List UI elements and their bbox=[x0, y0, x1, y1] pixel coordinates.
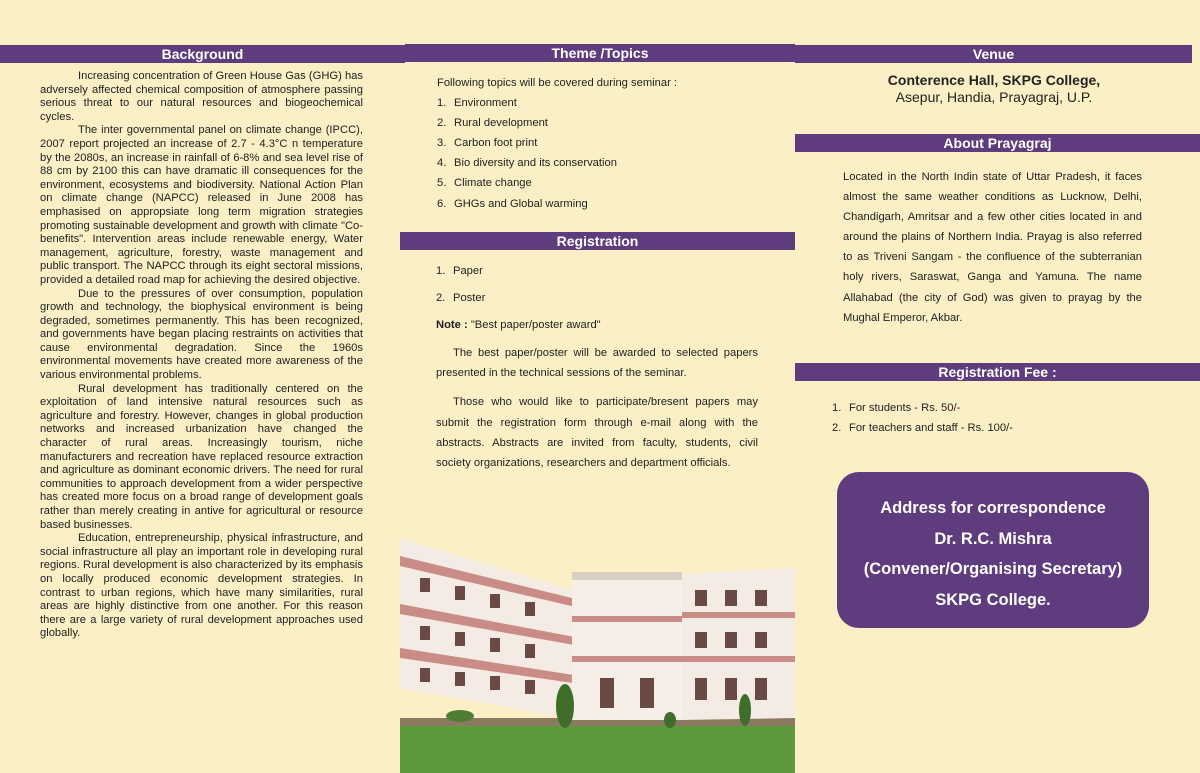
list-item: 5. Climate change bbox=[437, 177, 532, 190]
list-item: 1. Environment bbox=[437, 97, 517, 110]
background-paragraph-4: Rural development has traditionally centered on the exploitation of land intensive natural resources such as agriculture and forestry. However, changes in global production networks and increased urbanization have changed the character of rural areas. Increasingly tourism, niche manufacturers and recreation have replaced resource extraction and agriculture as dominant economic drivers. The need for rural communities to approach development from a wider perspective has created more focus on a broad range of development goals rather than merely creating in antive for agricultural or resource based businesses. bbox=[40, 382, 363, 531]
registration-section bbox=[436, 261, 758, 474]
college-building-photo bbox=[400, 538, 795, 773]
venue-address: Asepur, Handia, Prayagraj, U.P. bbox=[895, 89, 1093, 105]
list-item: 2. Poster bbox=[436, 291, 486, 304]
registration-award-text: The best paper/poster will be awarded to selected papers presented in the technical sessions of the seminar. bbox=[436, 346, 758, 380]
background-heading: Background bbox=[0, 45, 405, 63]
theme-section bbox=[437, 73, 777, 214]
registration-note: Note : "Best paper/poster award" bbox=[436, 318, 601, 331]
list-item: 1. For students - Rs. 50/- bbox=[832, 402, 961, 414]
fee-list bbox=[832, 398, 1013, 438]
background-paragraph-1: Increasing concentration of Green House Gas (GHG) has adversely affected chemical composition of atmosphere passing serious threat to our natural resources and biogeochemical cycles. bbox=[40, 70, 363, 123]
topic-list bbox=[437, 93, 777, 214]
correspondence-box bbox=[837, 472, 1149, 628]
list-item: 3. Carbon foot print bbox=[437, 137, 538, 150]
registration-heading: Registration bbox=[400, 232, 795, 250]
background-paragraph-3: Due to the pressures of over consumption, population growth and technology, the biophysical environment is being degraded, sometimes permanently. This has been recognized, and governments have began placing restraints on activities that cause environmental degradation. Since the 1960s environmental movements have created more awareness of the various environmental problems. bbox=[40, 287, 363, 382]
background-paragraph-5: Education, entrepreneurship, physical infrastructure, and social infrastructure all play an important role in developing rural regions. Rural development is also characterized by its emphasis on locally produced economic development strategies. In contrast to urban regions, which have many similarities, rural areas are highly distinctive from one another. For this reason there are a large variety of rural development approaches used globally. bbox=[40, 532, 363, 640]
venue-heading: Venue bbox=[795, 45, 1192, 63]
list-item: 2. For teachers and staff - Rs. 100/- bbox=[832, 422, 1013, 434]
background-section bbox=[40, 70, 363, 641]
list-item: 4. Bio diversity and its conservation bbox=[437, 157, 617, 170]
registration-submit-text: Those who would like to participate/bresent papers may submit the registration form through e-mail along with the abstracts. Abstracts are invited from faculty, students, civil society organizations, researchers and department officials. bbox=[436, 396, 758, 470]
correspondence-line: (Convener/Organising Secretary) bbox=[863, 560, 1123, 578]
about-text: Located in the North Indin state of Uttar Pradesh, it faces almost the same weather conditions as Lucknow, Delhi, Chandigarh, Amritsar and a few other cities located in and around the plains of Northern India. Prayag is also referred to as Triveni Sangam - the confluence of the subterranian holy rivers, Saraswat, Ganga and Yamuna. The name Allahabad (the city of God) was given to prayag by the Mughal Emperor, Akbar. bbox=[843, 171, 1142, 324]
venue-name: Conterence Hall, SKPG College, bbox=[887, 72, 1101, 88]
theme-intro: Following topics will be covered during seminar : bbox=[437, 77, 678, 89]
about-heading: About Prayagraj bbox=[795, 134, 1200, 152]
fee-heading: Registration Fee : bbox=[795, 363, 1200, 381]
list-item: 2. Rural development bbox=[437, 117, 548, 130]
background-paragraph-2: The inter governmental panel on climate change (IPCC), 2007 report projected an increase of 2.7 - 4.3°C n temperature by the 2080s, an increase in rainfall of 6-8% and sea level rise of 88 cm by 2100 this can have dramatic ill consequences for the environment, ecosystems and biodiversity. National Action Plan on climate change (NAPCC) released in June 2008 has emphasised on appropsiate long term migration strategies promoting sustainable development and growth with climate "Co-benefits". Intervention areas include renewable energy, Water management, agriculture, forestry, waste management and public transport. The NAPCC through its eight sectoral missions, provided a detailed road map for achieving the desired objective. bbox=[40, 124, 363, 286]
theme-heading: Theme /Topics bbox=[405, 44, 795, 62]
list-item: 1. Paper bbox=[436, 265, 483, 277]
correspondence-line: Address for correspondence bbox=[880, 499, 1106, 517]
list-item: 6. GHGs and Global warming bbox=[437, 197, 588, 210]
correspondence-line: Dr. R.C. Mishra bbox=[934, 529, 1052, 548]
correspondence-line: SKPG College. bbox=[935, 590, 1051, 609]
